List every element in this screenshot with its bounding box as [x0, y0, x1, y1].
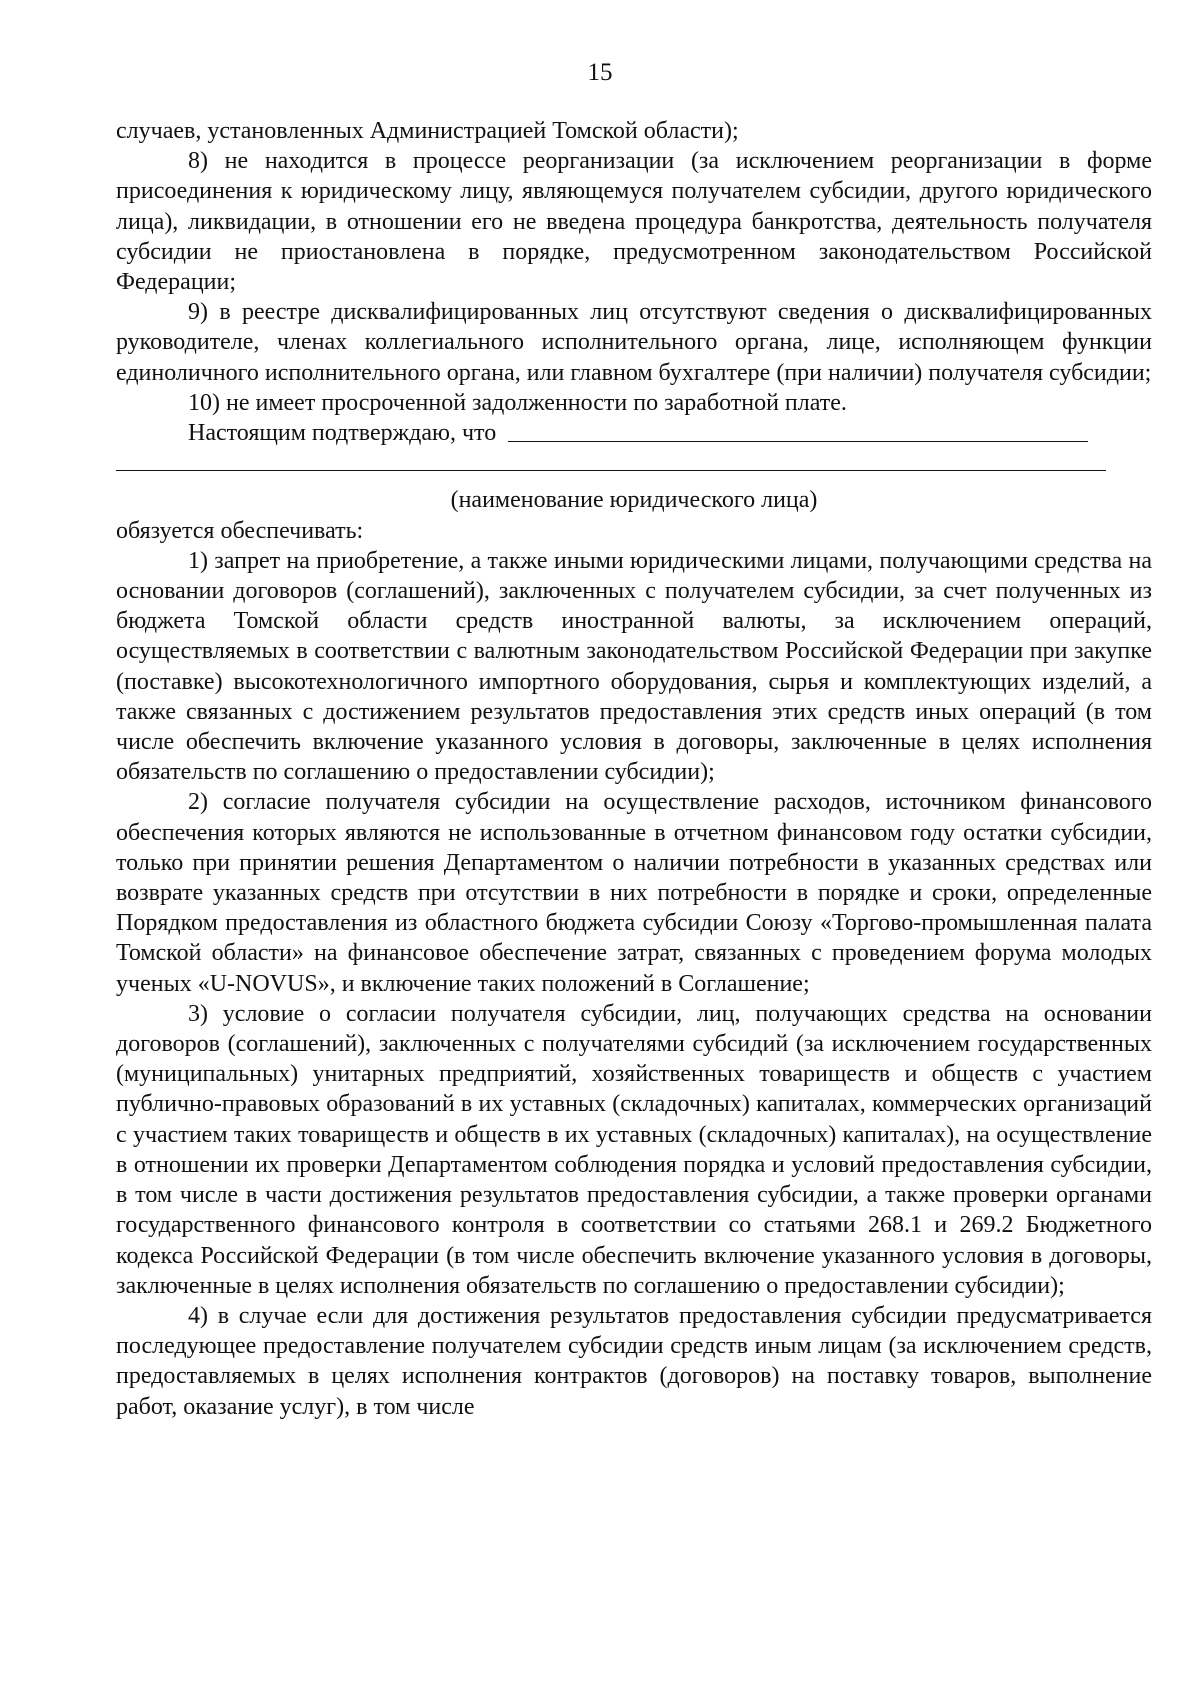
legal-entity-blank-line	[508, 419, 1088, 442]
legal-entity-caption: (наименование юридического лица)	[450, 487, 818, 514]
confirmation-line	[188, 418, 1152, 448]
paragraph-obligation-2: 2) согласие получателя субсидии на осуществление расходов, источником финансового обеспечения которых являются не использованные в отчетном финансовом году остатки субсидии, только при принятии решения Департаментом о наличии потребности в указанных средствах или возврате указанных средств при отсутствии в них потребности в порядке и сроки, определенные Порядком предоставления из областного бюджета субсидии Союзу «Торгово-промышленная палата Томской области» на финансовое обеспечение затрат, связанных с проведением форума молодых ученых «U-NOVUS», и включение таких положений в Соглашение;	[116, 789, 1152, 997]
legal-entity-blank-full-line	[116, 450, 1106, 471]
paragraph-obligations-intro: обязуется обеспечивать:	[116, 517, 364, 544]
paragraph-item-10: 10) не имеет просроченной задолженности по заработной плате.	[188, 389, 847, 416]
paragraph-item-8: 8) не находится в процессе реорганизации (за исключением реорганизации в форме присоединения к юридическому лицу, являющемуся получателем субсидии, другого юридического лица), ликвидации, в отношении его не введена процедура банкротства, деятельность получателя субсидии не приостановлена в порядке, предусмотренном законодательством Российской Федерации;	[116, 148, 1152, 296]
paragraph-obligation-1: 1) запрет на приобретение, а также иными юридическими лицами, получающими средства на основании договоров (соглашений), заключенных с получателем субсидии, за счет полученных из бюджета Томской области средств иностранной валюты, за исключением операций, осуществляемых в соответствии с валютным законодательством Российской Федерации при закупке (поставке) высокотехнологичного импортного оборудования, сырья и комплектующих изделий, а также связанных с достижением результатов предоставления этих средств иных операций (в том числе обеспечить включение указанного условия в договоры, заключенные в целях исполнения обязательств по соглашению о предоставлении субсидии);	[116, 547, 1152, 786]
page-number: 15	[587, 59, 613, 86]
paragraph-item-9: 9) в реестре дисквалифицированных лиц отсутствуют сведения о дисквалифицированных руководителе, членах коллегиального исполнительного органа, лице, исполняющем функции единоличного исполнительного органа, или главном бухгалтере (при наличии) получателя субсидии;	[116, 299, 1152, 386]
paragraph-obligation-4: 4) в случае если для достижения результатов предоставления субсидии предусматривается последующее предоставление получателем субсидии средств иным лицам (за исключением средств, предоставляемых в целях исполнения контрактов (договоров) на поставку товаров, выполнение работ, оказание услуг), в том числе	[116, 1302, 1152, 1420]
document-body	[116, 116, 1152, 1422]
paragraph-continuation: случаев, установленных Администрацией Томской области);	[116, 118, 739, 144]
confirmation-label: Настоящим подтверждаю, что	[188, 420, 497, 447]
paragraph-obligation-3: 3) условие о согласии получателя субсидии, лиц, получающих средства на основании договоров (соглашений), заключенных с получателями субсидий (за исключением государственных (муниципальных) унитарных предприятий, хозяйственных товариществ и обществ с участием публично-правовых образований в их уставных (складочных) капиталах, коммерческих организаций с участием таких товариществ и обществ в их уставных (складочных) капиталах), на осуществление в отношении их проверки Департаментом соблюдения порядка и условий предоставления субсидии, в том числе в части достижения результатов предоставления субсидии, а также проверки органами государственного финансового контроля в соответствии со статьями 268.1 и 269.2 Бюджетного кодекса Российской Федерации (в том числе обеспечить включение указанного условия в договоры, заключенные в целях исполнения обязательств по соглашению о предоставлении субсидии);	[116, 1000, 1152, 1299]
